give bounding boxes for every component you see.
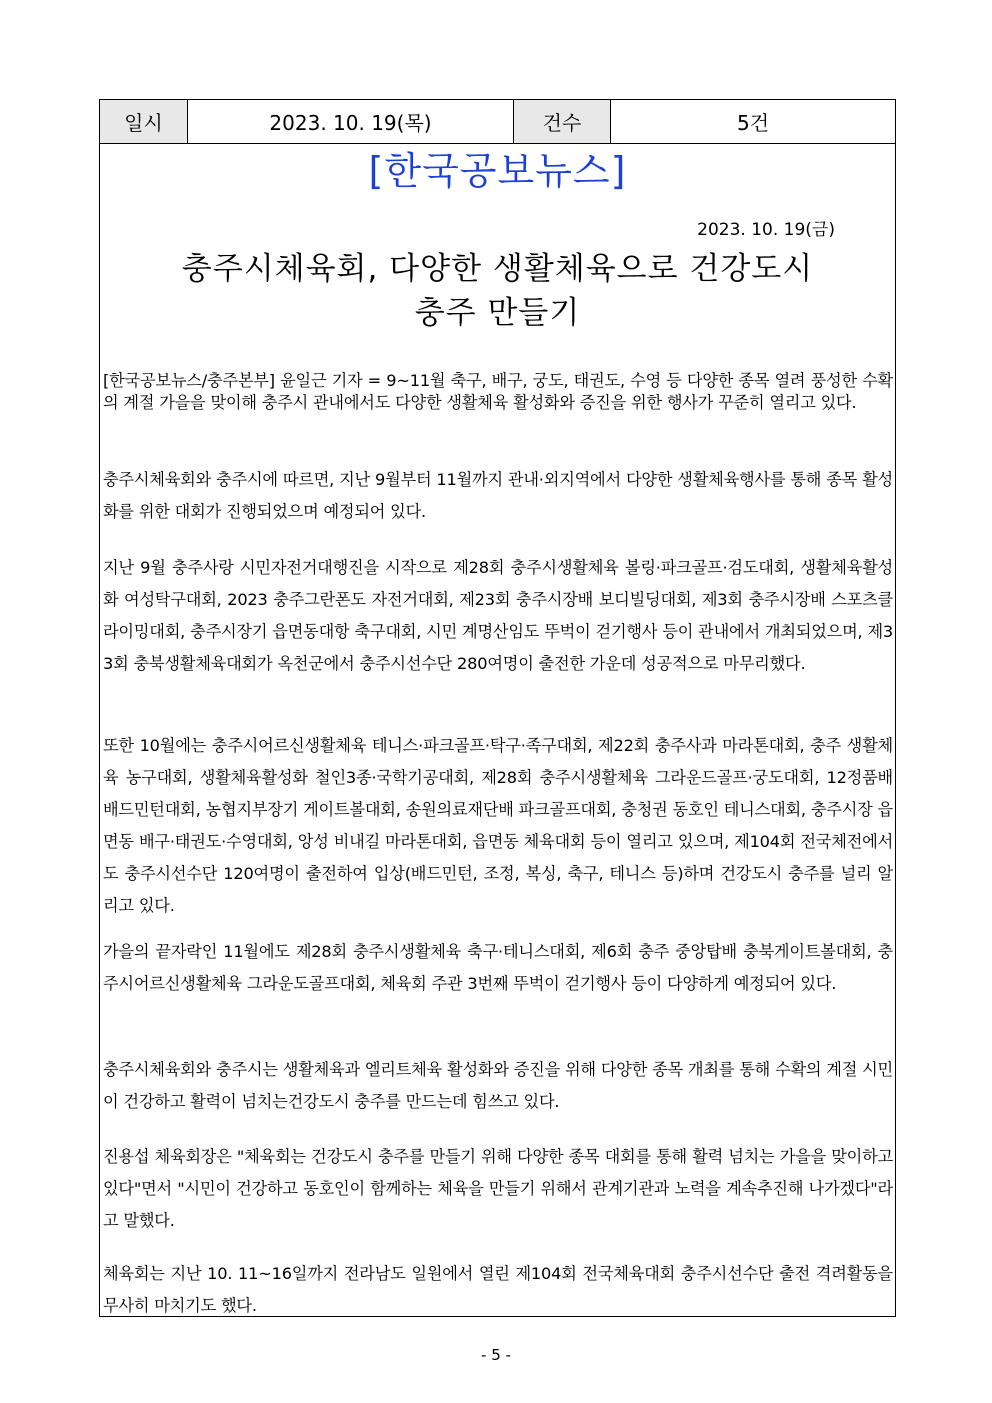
headline-line-1: 충주시체육회, 다양한 생활체육으로 건강도시 xyxy=(181,251,814,287)
paragraph-5: 가을의 끝자락인 11월에도 제28회 충주시생활체육 축구·테니스대회, 제6회 충주 중앙탑배 충북게이트볼대회, 충주시어르신생활체육 그라운도골프대회, 체육회 주관 3번째 뚜벅이 걷기행사 등이 다양하게 예정되어 있다. xyxy=(103,942,893,993)
page-number: - 5 - xyxy=(481,1346,511,1364)
paragraph-2: 충주시체육회와 충주시에 따르면, 지난 9월부터 11월까지 관내·외지역에서 다양한 생활체육행사를 통해 종목 활성화를 위한 대회가 진행되었으며 예정되어 있다. xyxy=(103,470,893,521)
paragraph-8: 체육회는 지난 10. 11~16일까지 전라남도 일원에서 열린 제104회 전국체육대회 충주시선수단 출전 격려활동을 무사히 마치기도 했다. xyxy=(103,1264,893,1315)
paragraph-1: [한국공보뉴스/충주본부] 윤일근 기자 = 9~11월 축구, 배구, 궁도, 태권도, 수영 등 다양한 종목 열려 풍성한 수확의 계절 가을을 맞이해 충주시 관내에서도 다양한 생활체육 활성화와 증진을 위한 행사가 꾸준히 열리고 있다. xyxy=(103,371,893,412)
count-label: 건수 xyxy=(514,100,611,143)
paragraph-6: 충주시체육회와 충주시는 생활체육과 엘리트체육 활성화와 증진을 위해 다양한 종목 개최를 통해 수확의 계절 시민이 건강하고 활력이 넘치는건강도시 충주를 만드는데 힘쓰고 있다. xyxy=(103,1060,893,1111)
paragraph-4: 또한 10월에는 충주시어르신생활체육 테니스·파크골프·탁구·족구대회, 제22회 충주사과 마라톤대회, 충주 생활체육 농구대회, 생활체육활성화 철인3종·국학기공대회, 제28회 충주시생활체육 그라운드골프·궁도대회, 12정품배 배드민턴대회, 농협지부장기 게이트볼대회, 송원의료재단배 파크골프대회, 충청권 동호인 테니스대회, 충주시장 읍면동 배구·태권도·수영대회, 앙성 비내길 마라톤대회, 읍면동 체육대회 등이 열리고 있으며, 제104회 전국체전에서도 충주시선수단 120여명이 출전하여 입상(배드민턴, 조정, 복싱, 축구, 테니스 등)하며 건강도시 충주를 널리 알리고 있다. xyxy=(103,736,893,915)
paragraph-7: 진용섭 체육회장은 "체육회는 건강도시 충주를 만들기 위해 다양한 종목 대회를 통해 활력 넘치는 가을을 맞이하고 있다"면서 "시민이 건강하고 동호인이 함께하는 체육을 만들기 위해서 관계기관과 노력을 계속추진해 나가겠다"라고 말했다. xyxy=(103,1147,893,1230)
headline xyxy=(100,247,895,335)
date-label: 일시 xyxy=(100,100,188,143)
article-frame xyxy=(99,99,896,1317)
news-source: [한국공보뉴스] xyxy=(368,149,627,193)
publish-date: 2023. 10. 19(금) xyxy=(697,220,835,240)
paragraph-3: 지난 9월 충주사랑 시민자전거대행진을 시작으로 제28회 충주시생활체육 볼링·파크골프·검도대회, 생활체육활성화 여성탁구대회, 2023 충주그란폰도 자전거대회, 제23회 충주시장배 보디빌딩대회, 제3회 충주시장배 스포츠클라이밍대회, 충주시장기 읍면동대항 축구대회, 시민 계명산임도 뚜벅이 걷기행사 등이 관내에서 개최되었으며, 제33회 충북생활체육대회가 옥천군에서 충주시선수단 280여명이 출전한 가운데 성공적으로 마무리했다. xyxy=(103,558,893,673)
count-value: 5건 xyxy=(736,111,770,135)
headline-line-2: 충주 만들기 xyxy=(414,295,581,331)
date-value: 2023. 10. 19(목) xyxy=(188,100,514,143)
info-header-row xyxy=(100,100,895,144)
